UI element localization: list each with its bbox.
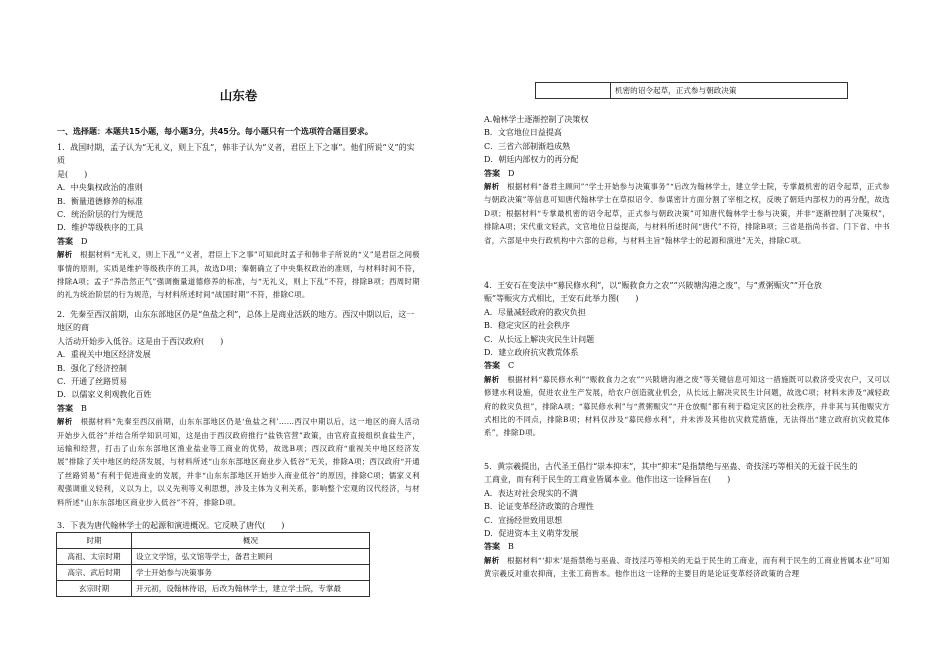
q3-option-b: B．文官地位日益提高 bbox=[484, 128, 562, 138]
q4-option-b: B．稳定灾区的社会秩序 bbox=[484, 321, 570, 331]
question-4 bbox=[484, 279, 890, 440]
q5-option-c: C．宣扬经世致用思想 bbox=[484, 515, 563, 525]
q4-option-d: D．建立政府抗灾教荒体系 bbox=[484, 348, 579, 358]
q3-cell-overview: 开元初，设翰林待诏，后改为翰林学士，建立学士院，专掌最 bbox=[132, 581, 370, 597]
q1-answer: 答案 D bbox=[57, 236, 88, 246]
section-heading-block bbox=[57, 125, 420, 138]
table-row bbox=[536, 83, 848, 99]
q1-option-d: D．维护等级秩序的工具 bbox=[57, 223, 144, 233]
q3-cell-period: 玄宗时期 bbox=[57, 581, 132, 597]
q3-table-continued bbox=[535, 82, 848, 99]
q3-table bbox=[56, 532, 370, 597]
q3-answer: 答案 D bbox=[484, 168, 515, 178]
q5-option-b: B．论证变革经济政策的合理性 bbox=[484, 502, 594, 512]
q1-option-a: A．中央集权政治的准则 bbox=[57, 183, 143, 193]
q3-header-overview: 概况 bbox=[132, 533, 370, 549]
q5-stem-cont: 工商业，而有利于民生的工商业皆属本业。他作出这一诠释旨在( ) bbox=[484, 475, 731, 485]
q2-option-a: A．重视关中地区经济发展 bbox=[57, 350, 151, 360]
q3-analysis: 解析 根据材料“备君主顾问”“学士开始参与决策事务”“后改为翰林学士，建立学士院，专掌最机密的诏令起草，正式参与朝政决策”等信息可知唐代翰林学士在草拟诏令、参谋密计方面分割了宰相之权，反映了朝廷内部权力的再分配，故选D项；根据材料“专掌最机密的诏令起草，正式参与朝政决策”可知唐代翰林学士参与决策，并非“逐渐控制了决策权”，排除A项；宋代重文轻武，文官地位日益提高，与材料所述时间“唐代”不符，排除B项；三省是指尚书省、门下省、中书省，六部是中央行政机构中六部的总称，与材料主旨“翰林学士的起源和演进”无关，排除C项。 bbox=[484, 182, 890, 245]
question-2 bbox=[57, 308, 420, 509]
q3-cell-period: 高宗、武后时期 bbox=[57, 565, 132, 581]
q3-cell-overview: 学士开始参与决策事务 bbox=[132, 565, 370, 581]
table-row bbox=[57, 581, 370, 597]
q3-option-a: A.翰林学士逐渐控制了决策权 bbox=[484, 115, 589, 124]
table-row bbox=[57, 565, 370, 581]
question-3-stem bbox=[57, 519, 420, 532]
q3-option-c: C．三省六部制渐趋成熟 bbox=[484, 141, 571, 151]
q3-cont-empty-cell bbox=[536, 83, 611, 99]
q1-option-c: C．统治阶层的行为规范 bbox=[57, 210, 144, 220]
q2-stem: 2．先秦至西汉前期，山东东部地区仍是“鱼盐之利”，总体上是商业活跃的地方。西汉中期以后，这一地区的商 bbox=[57, 310, 415, 333]
q2-option-c: C．开通了丝路贸易 bbox=[57, 377, 128, 387]
question-5 bbox=[484, 460, 890, 581]
q1-analysis: 解析 根据材料“无礼义，则上下乱”“义者，君臣上下之事”可知此时孟子和韩非子所说的“义”是君臣之间极事情的原则，实质是维护等级秩序的工具，故选D项；秦朝确立了中央集权政治的准则，与材料时间不符，排除A项；孟子“养浩然正气”强调衡量道德修养的标准，与“无礼义，则上下乱”不符，排除B项；西周时期的礼为统治阶层的行为规范，与材料所述时间“战国时期”不符，排除C项。 bbox=[57, 250, 420, 300]
table-row bbox=[57, 549, 370, 565]
q2-option-b: B．强化了经济控制 bbox=[57, 363, 127, 373]
q4-stem: 4．王安石在变法中“募民修水利”，以“赈救食力之农”“兴陂塘沟港之废”，与“煮粥赈灾”“开仓放 bbox=[484, 281, 822, 290]
q5-option-d: D．促进资本主义萌芽发展 bbox=[484, 529, 579, 539]
q2-analysis: 解析 根据材料“先秦至西汉前期，山东东部地区仍是‘鱼盐之利’……西汉中期以后，这一地区的商人活动开始步入低谷”并结合所学知识可知，这是由于西汉政府推行“盐铁官营”政策，由官府直接组织食盐生产，运输和经营，打击了山东东部地区渔业盐业等工商业的优势，故选B项；西汉政府“重视关中地区经济发展”排除了关中地区的经济发展，与材料所述“山东东部地区商业步入低谷”无关，排除A项；西汉政府“开通了丝路贸易”有利于促进商业的发展，并非“山东东部地区开始步入商业低谷”的原因，排除C项；儒家义利观强调重义轻利，义以为上，以义先利等义利思想，涉及主体为义利关系，影响整个宏观的汉代经济，与材料所述“山东东部地区商业步入低谷”不符，排除D项。 bbox=[57, 417, 420, 507]
q1-option-b: B．衡量道德修养的标准 bbox=[57, 196, 143, 206]
section-heading: 一、选择题：本题共15小题，每小题3分，共45分。每小题只有一个选项符合题目要求。 bbox=[57, 127, 373, 136]
q5-answer: 答案 B bbox=[484, 542, 514, 552]
q5-stem: 5．黄宗羲提出，古代圣王倡行“崇本抑末”，其中“抑末”是指禁绝与巫蛊、奇技淫巧等相关的无益于民生的 bbox=[484, 462, 858, 471]
question-1 bbox=[57, 141, 420, 302]
q4-option-a: A．尽量减轻政府的救灾负担 bbox=[484, 307, 586, 317]
q5-option-a: A．表达对社会现实的不满 bbox=[484, 488, 578, 498]
q1-stem: 1．战国时期，孟子认为“无礼义，则上下乱”，韩非子认为“义者，君臣上下之事”。他们所说“义”的实质 bbox=[57, 143, 415, 166]
q5-analysis: 解析 根据材料“‘抑末’是指禁绝与巫蛊、奇技淫巧等相关的无益于民生的工商业，而有利于民生的工商业皆属本业”可知黄宗羲反对重农抑商，主张工商皆本。他作出这一诠释的主要目的是论证变革经济政策的合理 bbox=[484, 555, 890, 579]
q4-answer: 答案 C bbox=[484, 361, 515, 371]
q4-analysis: 解析 根据材料“募民修水利”“赈救食力之农”“兴陂塘沟港之废”等关键信息可知这一措施既可以救济受灾农户，又可以修建水利设施，促进农业生产发展，给农户创造就业机会，从长远上解决灾民生计问题，故选C项；材料未涉及“减轻政府的救灾负担”，排除A项；“募民修水利”与“煮粥赈灾”“开仓放赈”都有利于稳定灾区的社会秩序，并非其与其他赈灾方式相比的不同点，排除B项；材料仅涉及“募民修水利”，并未涉及其他抗灾救荒措施，无法得出“建立政府抗灾救荒体系”，排除D项。 bbox=[484, 374, 890, 438]
q3-option-d: D．朝廷内部权力的再分配 bbox=[484, 155, 579, 165]
q3-cell-period: 高祖、太宗时期 bbox=[57, 549, 132, 565]
q3-stem: 3．下表为唐代翰林学士的起源和演进概况。它反映了唐代( ) bbox=[57, 521, 285, 530]
q2-answer: 答案 B bbox=[57, 403, 87, 413]
q2-option-d: D．以儒家义利观教化百姓 bbox=[57, 390, 152, 400]
q3-cont-overview: 机密的诏令起草，正式参与朝政决策 bbox=[611, 83, 848, 99]
q4-stem-cont: 赈”等赈灾方式相比，王安石此举力图( ) bbox=[484, 294, 639, 304]
question-3-rest bbox=[484, 113, 890, 247]
q1-stem-cont: 是( ) bbox=[57, 169, 88, 179]
q2-stem-cont: 人活动开始步入低谷。这是由于西汉政府( ) bbox=[57, 336, 224, 346]
q4-option-c: C．从长远上解决灾民生计问题 bbox=[484, 334, 595, 344]
page-title: 山东卷 bbox=[219, 88, 258, 103]
q3-cell-overview: 设立文学馆，弘文馆等学士，备君主顾问 bbox=[132, 549, 370, 565]
q3-table-header bbox=[57, 533, 370, 549]
q3-header-period: 时期 bbox=[57, 533, 132, 549]
